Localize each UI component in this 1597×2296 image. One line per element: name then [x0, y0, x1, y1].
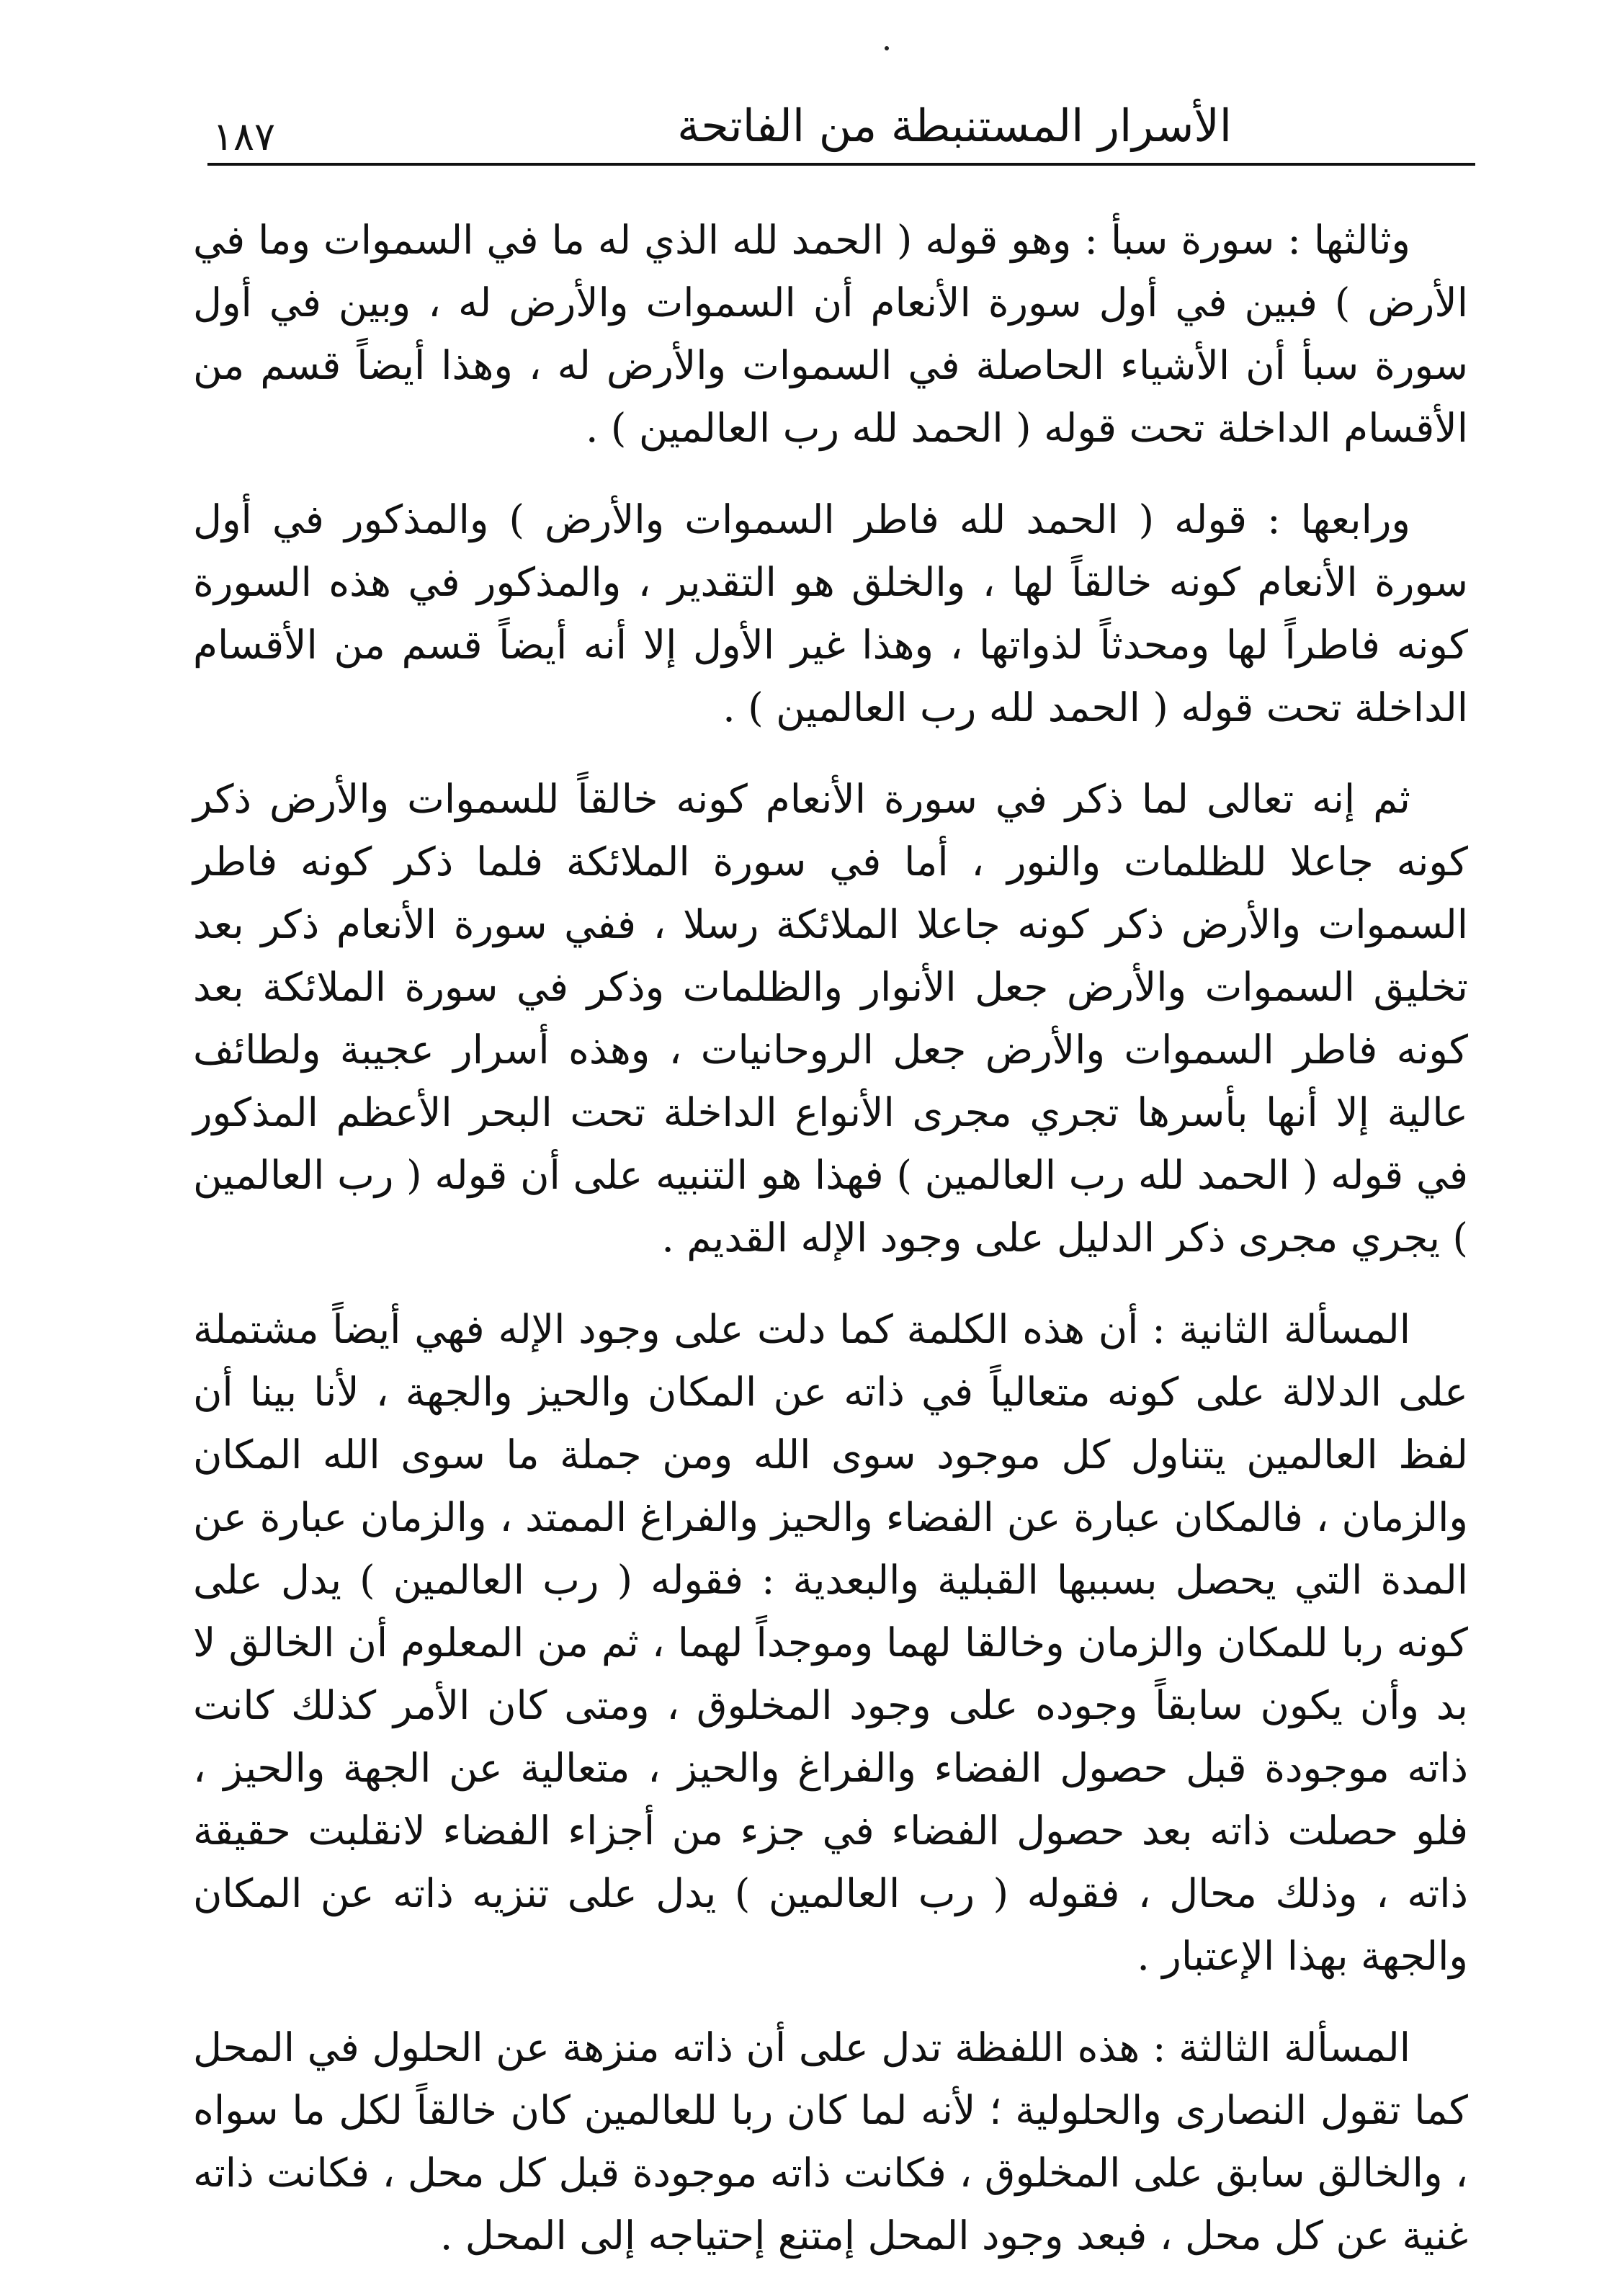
- top-mark: [885, 46, 889, 50]
- paragraph-thalithuha: وثالثها : سورة سبأ : وهو قوله ( الحمد لله الذي له ما في السموات وما في الأرض ) فبين في أول سورة الأنعام أن السموات والأرض له ، وبين في أول سورة سبأ أن الأشياء الحاصلة في السموات والأرض له ، وهذا أيضاً قسم من الأقسام الداخلة تحت قوله ( الحمد لله رب العالمين ) .: [193, 217, 1468, 451]
- page-header: [213, 86, 1469, 166]
- paragraph-masala-thalitha: المسألة الثالثة : هذه اللفظة تدل على أن ذاته منزهة عن الحلول في المحل كما تقول النصارى والحلولية ؛ لأنه لما كان ربا للعالمين كان خالقاً لكل ما سواه ، والخالق سابق على المخلوق ، فكانت ذاته موجودة قبل كل محل ، فكانت ذاته غنية عن كل محل ، فبعد وجود المحل إمتنع إحتياجه إلى المحل .: [193, 2024, 1468, 2259]
- running-title: الأسرار المستنبطة من الفاتحة: [677, 99, 1232, 152]
- body-text: [193, 209, 1468, 2296]
- paragraph-thumma: ثم إنه تعالى لما ذكر في سورة الأنعام كونه خالقاً للسموات والأرض ذكر كونه جاعلا للظلمات والنور ، أما في سورة الملائكة فلما ذكر كونه فاطر السموات والأرض ذكر كونه جاعلا الملائكة رسلا ، ففي سورة الأنعام ذكر بعد تخليق السموات والأرض جعل الأنوار والظلمات وذكر في سورة الملائكة بعد كونه فاطر السموات والأرض جعل الروحانيات ، وهذه أسرار عجيبة ولطائف عالية إلا أنها بأسرها تجري مجرى الأنواع الداخلة تحت البحر الأعظم المذكور في قوله ( الحمد لله رب العالمين ) فهذا هو التنبيه على أن قوله ( رب العالمين ) يجري مجرى ذكر الدليل على وجود الإله القديم .: [193, 776, 1468, 1261]
- header-divider: [207, 163, 1475, 166]
- paragraph-rabiuha: ورابعها : قوله ( الحمد لله فاطر السموات والأرض ) والمذكور في أول سورة الأنعام كونه خالقاً لها ، والخلق هو التقدير ، والمذكور في هذه السورة كونه فاطراً لها ومحدثاً لذواتها ، وهذا غير الأول إلا أنه أيضاً قسم من الأقسام الداخلة تحت قوله ( الحمد لله رب العالمين ) .: [193, 496, 1468, 731]
- page-number: ١٨٧: [213, 114, 276, 159]
- paragraph-masala-thaniya: المسألة الثانية : أن هذه الكلمة كما دلت على وجود الإله فهي أيضاً مشتملة على الدلالة على كونه متعالياً في ذاته عن المكان والحيز والجهة ، لأنا بينا أن لفظ العالمين يتناول كل موجود سوى الله ومن جملة ما سوى الله المكان والزمان ، فالمكان عبارة عن الفضاء والحيز والفراغ الممتد ، والزمان عبارة عن المدة التي يحصل بسببها القبلية والبعدية : فقوله ( رب العالمين ) يدل على كونه ربا للمكان والزمان وخالقا لهما وموجداً لهما ، ثم من المعلوم أن الخالق لا بد وأن يكون سابقاً وجوده على وجود المخلوق ، ومتى كان الأمر كذلك كانت ذاته موجودة قبل حصول الفضاء والفراغ والحيز ، متعالية عن الجهة والحيز ، فلو حصلت ذاته بعد حصول الفضاء في جزء من أجزاء الفضاء لانقلبت حقيقة ذاته ، وذلك محال ، فقوله ( رب العالمين ) يدل على تنزيه ذاته عن المكان والجهة بهذا الإعتبار .: [193, 1306, 1468, 1979]
